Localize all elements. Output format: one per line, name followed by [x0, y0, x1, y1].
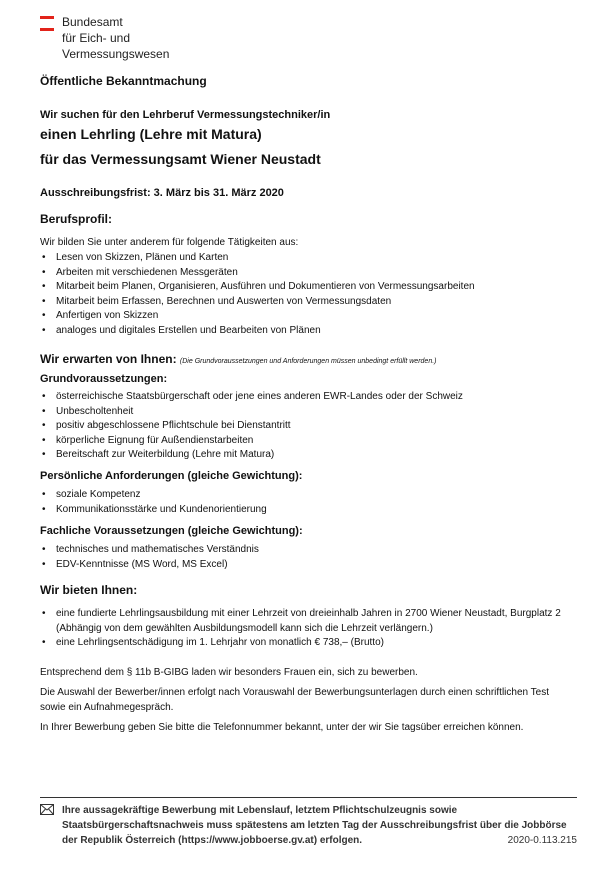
list-item: • Bereitschaft zur Weiterbildung (Lehre mit Matura)	[40, 448, 570, 463]
list-item: • Arbeiten mit verschiedenen Messgeräten	[40, 266, 570, 281]
list-item: • soziale Kompetenz	[40, 488, 570, 503]
deadline: Ausschreibungsfrist: 3. März bis 31. März 2020	[40, 187, 284, 199]
expect-title-text: Wir erwarten von Ihnen:	[40, 352, 177, 366]
list-item: • positiv abgeschlossene Pflichtschule bei Dienstantritt	[40, 419, 570, 434]
list-item: • eine fundierte Lehrlingsausbildung mit einer Lehrzeit von dreieinhalb Jahren in 2700 Wiener Neustadt, Burgplatz 2 (Abhängig von dem gewählten Ausbildungsmodell kann sich die Lehrzeit verlängern.)	[40, 607, 570, 636]
title-line-1: einen Lehrling (Lehre mit Matura)	[40, 126, 262, 142]
austria-flag-icon	[40, 16, 54, 34]
basic-title: Grundvoraussetzungen:	[40, 373, 168, 385]
expect-note: (Die Grundvoraussetzungen und Anforderungen müssen unbedingt erfüllt werden.)	[179, 358, 437, 365]
profile-title: Berufsprofil:	[40, 212, 112, 226]
footer-divider	[40, 797, 577, 798]
personal-list	[40, 488, 570, 517]
list-item: • Mitarbeit beim Planen, Organisieren, Ausführen und Dokumentieren von Vermessungsarbeiten	[40, 280, 570, 295]
announcement-heading: Öffentliche Bekanntmachung	[40, 74, 207, 88]
org-name: Bundesamt für Eich- und Vermessungswesen	[62, 15, 170, 61]
offer-list	[40, 607, 570, 651]
list-item: • Mitarbeit beim Erfassen, Berechnen und Auswerten von Vermessungsdaten	[40, 295, 570, 310]
equality-paragraph: Entsprechend dem § 11b B-GIBG laden wir besonders Frauen ein, sich zu bewerben.	[40, 667, 418, 678]
personal-title: Persönliche Anforderungen (gleiche Gewichtung):	[40, 470, 303, 482]
footer	[40, 803, 577, 848]
list-item: • Anfertigen von Skizzen	[40, 309, 570, 324]
phone-paragraph: In Ihrer Bewerbung geben Sie bitte die Telefonnummer bekannt, unter der wir Sie tagsüber erreichen können.	[40, 722, 524, 733]
list-item: • analoges und digitales Erstellen und Bearbeiten von Plänen	[40, 324, 570, 339]
basic-list	[40, 390, 570, 463]
list-item: • technisches und mathematisches Verständnis	[40, 543, 570, 558]
profile-list	[40, 251, 570, 338]
list-item: • eine Lehrlingsentschädigung im 1. Lehrjahr von monatlich € 738,– (Brutto)	[40, 636, 570, 651]
search-line: Wir suchen für den Lehrberuf Vermessungstechniker/in	[40, 109, 331, 121]
offer-title: Wir bieten Ihnen:	[40, 583, 138, 597]
profile-intro: Wir bilden Sie unter anderem für folgende Tätigkeiten aus:	[40, 237, 299, 248]
tech-title: Fachliche Voraussetzungen (gleiche Gewichtung):	[40, 525, 303, 537]
tech-list	[40, 543, 570, 572]
list-item: • Lesen von Skizzen, Plänen und Karten	[40, 251, 570, 266]
list-item: • Kommunikationsstärke und Kundenorientierung	[40, 503, 570, 518]
list-item: • österreichische Staatsbürgerschaft oder jene eines anderen EWR-Landes oder der Schweiz	[40, 390, 570, 405]
list-item: • EDV-Kenntnisse (MS Word, MS Excel)	[40, 558, 570, 573]
list-item: • körperliche Eignung für Außendienstarbeiten	[40, 434, 570, 449]
title-line-2: für das Vermessungsamt Wiener Neustadt	[40, 151, 321, 167]
expect-title	[40, 352, 570, 366]
reference-number: 2020-0.113.215	[507, 835, 577, 846]
footer-text: Ihre aussagekräftige Bewerbung mit Lebenslauf, letztem Pflichtschulzeugnis sowie Staatsbürgerschaftsnachweis muss spätestens am letzten Tag der Ausschreibungsfrist über die Jobbörse der Republik Österreich (https://www.jobboerse.gv.at) erfolgen.	[62, 805, 567, 846]
selection-paragraph: Die Auswahl der Bewerber/innen erfolgt nach Vorauswahl der Bewerbungsunterlagen durch einen schriftlichen Test sowie ein Aufnahmegespräch.	[40, 687, 550, 713]
envelope-icon	[40, 804, 54, 820]
list-item: • Unbescholtenheit	[40, 405, 570, 420]
